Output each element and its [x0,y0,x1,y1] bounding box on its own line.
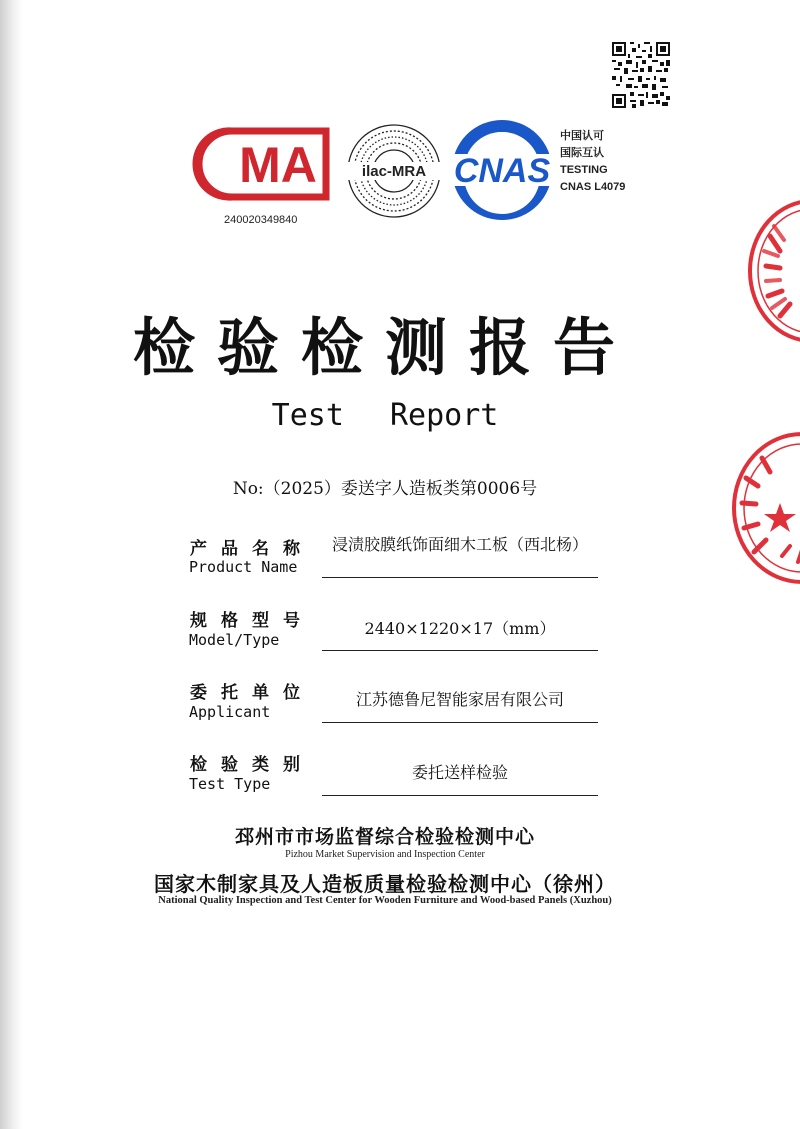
test-type-label-en: Test Type [189,775,271,793]
issuer-center-chinese: 邳州市市场监督综合检验检测中心 [234,826,535,848]
model-type-value: 2440×1220×17（mm） [364,619,556,638]
applicant-label-cn: 委托单位 [190,683,314,703]
product-name-label-cn: 产品名称 [190,539,314,559]
cnas-caption-line: 国际互认 [560,147,604,159]
cnas-logo [445,118,559,222]
applicant-underline [322,722,598,723]
applicant-value: 江苏德鲁尼智能家居有限公司 [355,690,564,709]
national-center-chinese: 国家木制家具及人造板质量检验检测中心（徐州） [154,872,616,896]
product-name-label-en: Product Name [189,558,298,576]
model-type-underline [322,650,598,651]
test-type-value: 委托送样检验 [411,763,508,782]
qr-code [612,42,670,108]
model-type-label-en: Model/Type [189,631,280,649]
cma-number: 240020349840 [224,214,298,226]
report-title-chinese: 检验检测报告 [132,311,637,384]
test-type-underline [322,795,598,796]
cma-text: MA [239,137,317,193]
ilac-text: ilac-MRA [361,163,427,180]
cnas-caption-line: 中国认可 [560,130,604,142]
product-name-value: 浸渍胶膜纸饰面细木工板（西北杨） [331,535,588,554]
test-type-label-cn: 检验类别 [190,755,314,775]
national-center-english: National Quality Inspection and Test Center for Wooden Furniture and Wood-based Panels (Xuzhou) [158,895,612,906]
applicant-label-en: Applicant [189,703,271,721]
product-name-underline [322,577,598,578]
model-type-label-cn: 规格型号 [190,611,314,631]
report-number: No:（2025）委送字人造板类第0006号 [232,479,538,499]
report-title-english: Test Report [271,398,499,433]
red-seal-stamp [722,428,800,588]
cnas-caption-line: CNAS L4079 [560,181,626,193]
cnas-text-mark: CNAS [453,152,551,190]
cnas-caption-line: TESTING [560,164,608,176]
issuer-center-english: Pizhou Market Supervision and Inspection Center [285,849,485,860]
cnas-caption [560,128,640,196]
page-edge-shadow [0,0,22,1129]
ilac-mra-logo [345,118,443,224]
cma-logo [192,125,330,203]
